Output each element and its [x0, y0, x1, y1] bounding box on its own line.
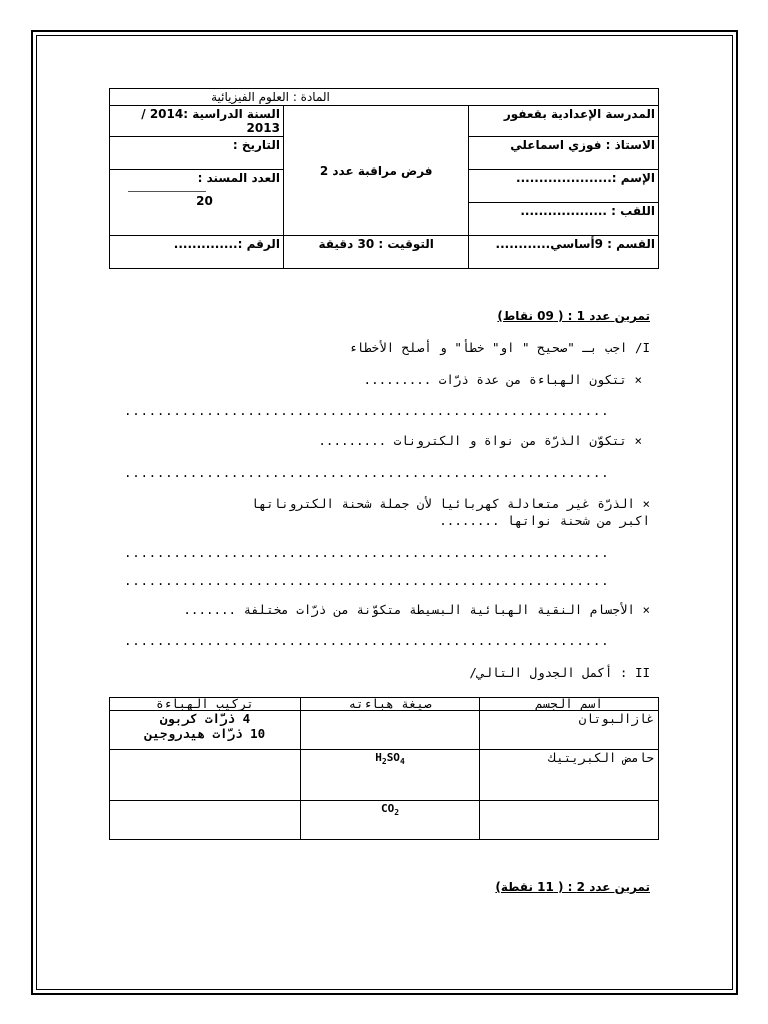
- name-field[interactable]: الإسم :.....................: [469, 170, 659, 203]
- cell-name: حامض الكبريتيك: [480, 750, 659, 801]
- answer-line-3a[interactable]: ...........................................................: [124, 545, 610, 560]
- answer-line-3b[interactable]: ...........................................................: [124, 573, 610, 588]
- answer-line-4[interactable]: ...........................................................: [124, 633, 610, 648]
- answer-line-1[interactable]: ...........................................................: [124, 403, 610, 418]
- statement-2: × تتكوّن الذرّة من نواة و الكترونات .........: [318, 433, 642, 448]
- statement-3-cont: اكبر من شحنة نواتها ........: [439, 513, 650, 528]
- statement-1: × تتكون الهباءة من عدة ذرّات .........: [363, 372, 642, 387]
- grade-label: العدد المسند :: [197, 171, 280, 185]
- date-cell: التاريخ :: [110, 137, 284, 170]
- header-table: [109, 88, 659, 269]
- subject-label: المادة : العلوم الفيزيائية: [110, 89, 659, 106]
- cell-formula-input[interactable]: [301, 711, 480, 750]
- statement-4: × الأجسام النقية الهبائية البسيطة متكوّنة من ذرّات مختلفة .......: [183, 602, 650, 617]
- grade-total: 20: [196, 194, 213, 208]
- col-header-formula: صيغة هباءته: [301, 698, 480, 711]
- answer-line-2[interactable]: ...........................................................: [124, 465, 610, 480]
- composition-line: 10 ذرّات هيدروجين: [144, 726, 266, 741]
- duration-cell: التوقيت : 30 دقيقة: [283, 236, 468, 269]
- table-row: [110, 711, 659, 750]
- cell-composition-input[interactable]: [110, 750, 301, 801]
- col-header-name: اسم الجسم: [480, 698, 659, 711]
- composition-line: 4 ذرّات كربون: [159, 711, 251, 726]
- cell-composition-input[interactable]: [110, 801, 301, 840]
- col-header-composition: تركيب الهباءة: [110, 698, 301, 711]
- number-field[interactable]: الرقم :..............: [110, 236, 284, 269]
- table-row: [110, 750, 659, 801]
- class-field[interactable]: القسم : 9أساسي............: [469, 236, 659, 269]
- exercise2-title: تمرين عدد 2 : ( 11 نقطة): [495, 880, 650, 894]
- cell-composition: [110, 711, 301, 750]
- cell-name: غازالبوتان: [480, 711, 659, 750]
- teacher-cell: الاستاذ : فوزي اسماعلي: [469, 137, 659, 170]
- cell-name-input[interactable]: [480, 801, 659, 840]
- molecule-table: [109, 697, 659, 840]
- school-cell: المدرسة الإعدادية بقعفور: [469, 106, 659, 137]
- cell-formula: $H_2SO_4$: [301, 750, 480, 801]
- grade-divider: [128, 191, 206, 192]
- exercise1-title: تمرين عدد 1 : ( 09 نقاط): [497, 309, 650, 323]
- part2-instruction: II : أكمل الجدول التالي/: [469, 665, 650, 680]
- part1-instruction: I/ اجب بـ "صحيح " او" خطأ" و أصلح الأخطاء: [348, 340, 650, 355]
- statement-3: × الذرّة غير متعادلة كهربائيا لأن جملة شحنة الكتروناتها: [251, 496, 650, 511]
- exam-title: فرض مراقبة عدد 2: [283, 106, 468, 236]
- cell-formula: $CO_2$: [301, 801, 480, 840]
- surname-field[interactable]: اللقب : ...................: [469, 203, 659, 236]
- school-year-cell: السنة الدراسية :2014 / 2013: [110, 106, 284, 137]
- table-row: [110, 801, 659, 840]
- grade-cell: [110, 170, 284, 236]
